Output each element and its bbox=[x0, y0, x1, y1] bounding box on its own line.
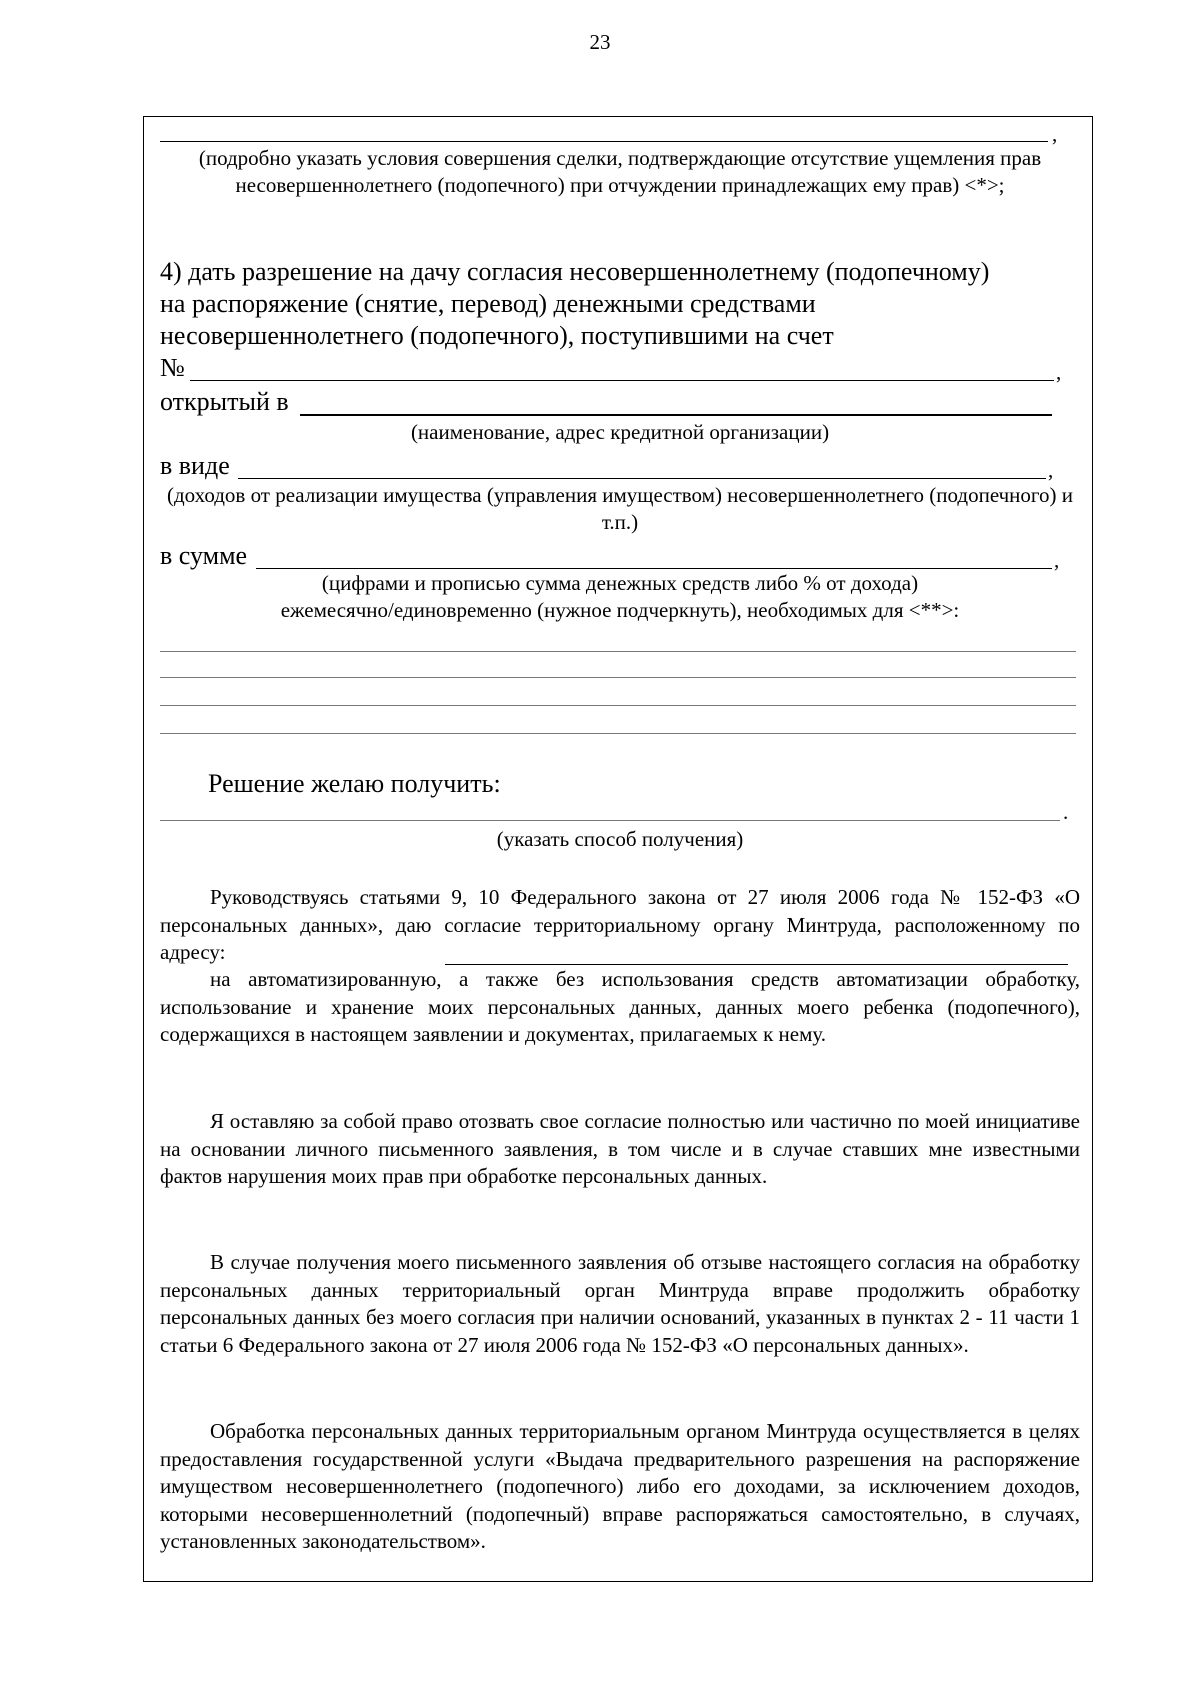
sum-field[interactable] bbox=[256, 568, 1052, 569]
opened-in-label: открытый в bbox=[160, 387, 289, 416]
comma: , bbox=[1054, 548, 1060, 572]
purpose-line-1[interactable] bbox=[160, 651, 1076, 652]
purpose-line-3[interactable] bbox=[160, 705, 1076, 706]
item4-line3: несовершеннолетнего (подопечного), поступившими на счет bbox=[160, 321, 834, 350]
decision-method-field[interactable] bbox=[160, 820, 1060, 821]
consent-paragraph-4: Обработка персональных данных территориальным органом Минтруда осуществляется в целях предоставления государственной услуги «Выдача предварительного разрешения на распоряжение имуществом несовершеннолетнего (подопечного) либо его доходами, за исключением доходов, которыми несовершеннолетний (подопечный) вправе распоряжаться самостоятельно, в случаях, установленных законодательством». bbox=[160, 1419, 1080, 1553]
page-number: 23 bbox=[589, 30, 611, 54]
consent-paragraph-2: Я оставляю за собой право отозвать свое согласие полностью или частично по моей инициативе на основании личного письменного заявления, в том числе и в случае ставших мне известными фактов нарушения моих прав при обработке персональных данных. bbox=[160, 1109, 1080, 1188]
comma: , bbox=[1056, 360, 1062, 384]
kind-label: в виде bbox=[160, 451, 230, 480]
sum-caption-line2: ежемесячно/единовременно (нужное подчеркнуть), необходимых для <**>: bbox=[280, 598, 960, 622]
bank-name-caption: (наименование, адрес кредитной организации) bbox=[410, 420, 830, 444]
period: . bbox=[1063, 800, 1069, 824]
consent-paragraph-1: Руководствуясь статьями 9, 10 Федерального закона от 27 июля 2006 года № 152-ФЗ «О персональных данных», даю согласие территориальному органу Минтруда, расположенному по адресу: bbox=[160, 885, 1080, 964]
account-number-label: № bbox=[160, 353, 185, 382]
bank-name-field[interactable] bbox=[300, 414, 1052, 416]
comma: , bbox=[1052, 122, 1058, 146]
item4-line2: на распоряжение (снятие, перевод) денежными средствами bbox=[160, 289, 816, 318]
consent-paragraph-3: В случае получения моего письменного заявления об отзыве настоящего согласия на обработку персональных данных территориальный орган Минтруда вправе продолжить обработку персональных данных без моего согласия при наличии оснований, указанных в пунктах 2 - 11 части 1 статьи 6 Федерального закона от 27 июля 2006 года № 152-ФЗ «О персональных данных». bbox=[160, 1250, 1080, 1357]
decision-title: Решение желаю получить: bbox=[208, 769, 501, 798]
decision-caption: (указать способ получения) bbox=[496, 827, 744, 851]
item4-line1: 4) дать разрешение на дачу согласия несовершеннолетнему (подопечному) bbox=[160, 257, 990, 286]
consent-address-field[interactable] bbox=[445, 964, 1068, 965]
purpose-line-2[interactable] bbox=[160, 677, 1076, 678]
sum-label: в сумме bbox=[160, 541, 248, 570]
income-kind-caption: (доходов от реализации имущества (управления имуществом) несовершеннолетнего (подопечного) и т.п.) bbox=[166, 483, 1073, 534]
income-kind-field[interactable] bbox=[238, 478, 1046, 479]
section3-fill-line[interactable] bbox=[160, 141, 1048, 142]
sum-caption-line1: (цифрами и прописью сумма денежных средств либо % от дохода) bbox=[321, 571, 919, 595]
section3-caption: (подробно указать условия совершения сделки, подтверждающие отсутствие ущемления прав несовершеннолетнего (подопечного) при отчуждении принадлежащих ему прав) <*>; bbox=[198, 146, 1042, 197]
consent-paragraph-1-continued: на автоматизированную, а также без использования средств автоматизации обработку, использование и хранение моих персональных данных, данных моего ребенка (подопечного), содержащихся в настоящем заявлении и документах, прилагаемых к нему. bbox=[160, 967, 1080, 1046]
purpose-line-4[interactable] bbox=[160, 733, 1076, 734]
account-number-field[interactable] bbox=[190, 380, 1054, 381]
comma: , bbox=[1048, 458, 1054, 482]
